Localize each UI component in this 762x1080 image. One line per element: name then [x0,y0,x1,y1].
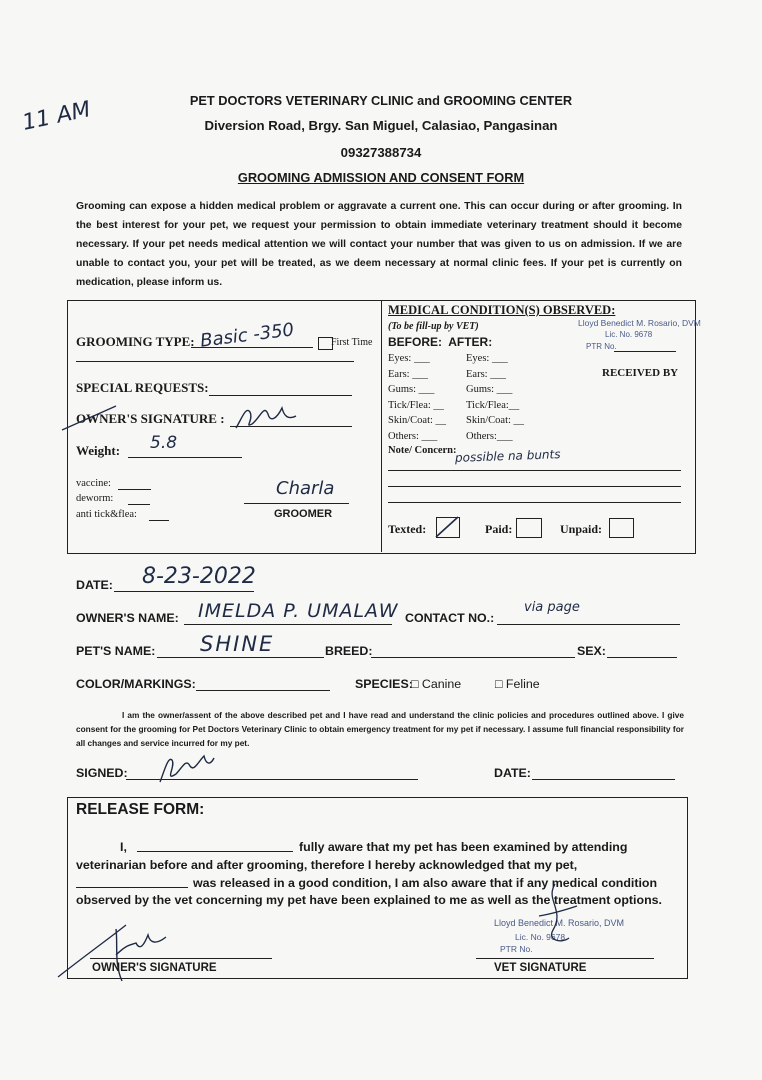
stamp-lic: Lic. No. 9678 [605,330,653,339]
received-by-label: RECEIVED BY [602,367,679,379]
species-label: SPECIES: [355,677,413,691]
groomer-label: GROOMER [274,508,333,520]
handwritten-time: 11 AM [20,97,93,136]
deworm-line[interactable] [128,504,150,505]
color-label: COLOR/MARKINGS: [76,677,196,691]
release-line3: was released in a good condition, I am also aware that if any medical condition [193,876,658,890]
owner-signature-scribble [230,398,300,438]
date-line[interactable] [114,591,254,592]
signed-label: SIGNED: [76,766,128,780]
release-name-line[interactable] [137,851,293,852]
unpaid-checkbox[interactable] [609,518,634,538]
owner-name-label: OWNER'S NAME: [76,611,179,625]
paid-label: Paid: [485,522,513,536]
owner-name-line[interactable] [184,624,392,625]
clinic-name: PET DOCTORS VETERINARY CLINIC and GROOMING CENTER [189,93,573,108]
vaccine-line[interactable] [118,489,151,490]
pet-name-line[interactable] [157,657,324,658]
weight-value[interactable]: 5.8 [150,433,178,453]
intro-paragraph: Grooming can expose a hidden medical problem or aggravate a current one. This can occur during or after grooming. In the best interest for your pet, we request your permission to obtain immediate veterinary treatment should it become necessary. If your pet needs medical attention we will contact your number that was given to us on admission. If we are unable to contact you, your pet will be treated, as we deem necessary at normal clinic fees. If your pet is currently on medication, please inform us. [76,201,682,288]
canine-option[interactable]: □ Canine [411,677,462,691]
note-line-2[interactable] [388,486,681,487]
condition-before[interactable]: Skin/Coat: __ [388,415,447,426]
form-title: GROOMING ADMISSION AND CONSENT FORM [237,170,525,185]
vaccine-label: vaccine: [76,478,111,489]
clinic-phone: 09327388734 [340,145,422,160]
release-i: I, [120,840,127,854]
condition-after[interactable]: Gums: ___ [466,384,513,395]
vet-signature [525,880,585,960]
medical-condition-title: MEDICAL CONDITION(S) OBSERVED: [388,303,616,317]
vet-stamp-name: Lloyd Benedict M. Rosario, DVM [494,918,625,928]
release-line4: observed by the vet concerning my pet have been explained to me as well as the treatment options. [76,893,662,907]
unpaid-label: Unpaid: [560,522,603,536]
paid-checkbox[interactable] [516,518,542,538]
color-line[interactable] [196,690,330,691]
antitick-label: anti tick&flea: [76,509,137,520]
vet-subtitle: (To be fill-up by VET) [388,321,479,332]
stamp-ptr: PTR No. [586,342,617,351]
owner-signature-strike [60,404,120,434]
owner-signature-label: OWNER'S SIGNATURE : [76,411,225,426]
breed-line[interactable] [371,657,575,658]
sex-label: SEX: [577,644,606,658]
clinic-address: Diversion Road, Brgy. San Miguel, Calasiao, Pangasinan [204,118,558,133]
vet-sig-line[interactable] [476,958,654,959]
note-label: Note/ Concern: [388,445,457,456]
signed-date-line[interactable] [532,779,675,780]
groomer-line [244,503,349,504]
pet-name-label: PET'S NAME: [76,644,156,658]
owner-name-value[interactable]: IMELDA P. UMALAW [198,600,399,622]
release-title: RELEASE FORM: [76,801,205,818]
feline-option[interactable]: □ Feline [495,677,540,691]
consent-paragraph: I am the owner/assent of the above described pet and I have read and understand the clinic policies and procedures outlined above. I give consent for the grooming for Pet Doctors Veterinary Clinic to obtain emergency treatment for my pet if necessary. I assume full financial responsibility for all changes and service incurred for my pet. [76,710,684,748]
grooming-type-label: GROOMING TYPE: [76,334,195,349]
texted-check-mark [434,515,460,539]
condition-before[interactable]: Ears: ___ [388,368,428,380]
weight-label: Weight: [76,443,121,458]
vet-sig-label: VET SIGNATURE [494,962,587,974]
contact-label: CONTACT NO.: [405,611,495,625]
release-line1: fully aware that my pet has been examined by attending [299,840,628,854]
groomer-signature: Charla [276,478,335,499]
box-divider [381,300,382,552]
grooming-type-value[interactable]: Basic -350 [199,319,296,352]
deworm-label: deworm: [76,493,114,504]
first-time-label: First Time [331,337,373,348]
condition-before[interactable]: Tick/Flea: __ [388,399,444,411]
owner-sig-label: OWNER'S SIGNATURE [92,962,217,974]
date-value[interactable]: 8-23-2022 [142,564,256,589]
condition-after[interactable]: Skin/Coat: __ [466,415,525,426]
release-owner-signature [56,915,186,985]
release-line2: veterinarian before and after grooming, therefore I hereby acknowledged that my pet, [76,858,578,872]
condition-after[interactable]: Others:___ [466,430,513,442]
release-pet-line[interactable] [76,887,188,888]
grooming-type-extra-line [76,361,354,362]
ptr-line [614,351,676,352]
note-value[interactable]: possible na bunts [454,447,561,465]
note-line-1[interactable] [388,470,681,471]
vet-stamp-ptr: PTR No. [500,944,533,954]
vet-stamp-lic: Lic. No. 9678 [515,932,566,942]
condition-before[interactable]: Eyes: ___ [388,353,430,364]
contact-value[interactable]: via page [524,600,580,615]
signed-date-label: DATE: [494,766,531,780]
condition-after[interactable]: Ears: ___ [466,368,506,380]
condition-before[interactable]: Gums: ___ [388,384,435,395]
pet-name-value[interactable]: SHINE [200,632,275,656]
special-requests-label: SPECIAL REQUESTS: [76,380,209,395]
note-line-3[interactable] [388,502,681,503]
sex-line[interactable] [607,657,677,658]
texted-label: Texted: [388,522,427,536]
condition-after[interactable]: Eyes: ___ [466,353,508,364]
stamp-name: Lloyd Benedict M. Rosario, DVM [578,318,701,328]
texted-checkbox[interactable] [436,517,460,538]
special-requests-line[interactable] [209,395,352,396]
signed-signature [150,748,220,788]
weight-line[interactable] [128,457,242,458]
before-after-heading: BEFORE: AFTER: [388,335,493,349]
date-label: DATE: [76,578,113,592]
condition-after[interactable]: Tick/Flea:__ [466,399,520,411]
contact-line[interactable] [497,624,680,625]
antitick-line[interactable] [149,520,169,521]
condition-before[interactable]: Others: ___ [388,430,438,442]
breed-label: BREED: [325,644,373,658]
